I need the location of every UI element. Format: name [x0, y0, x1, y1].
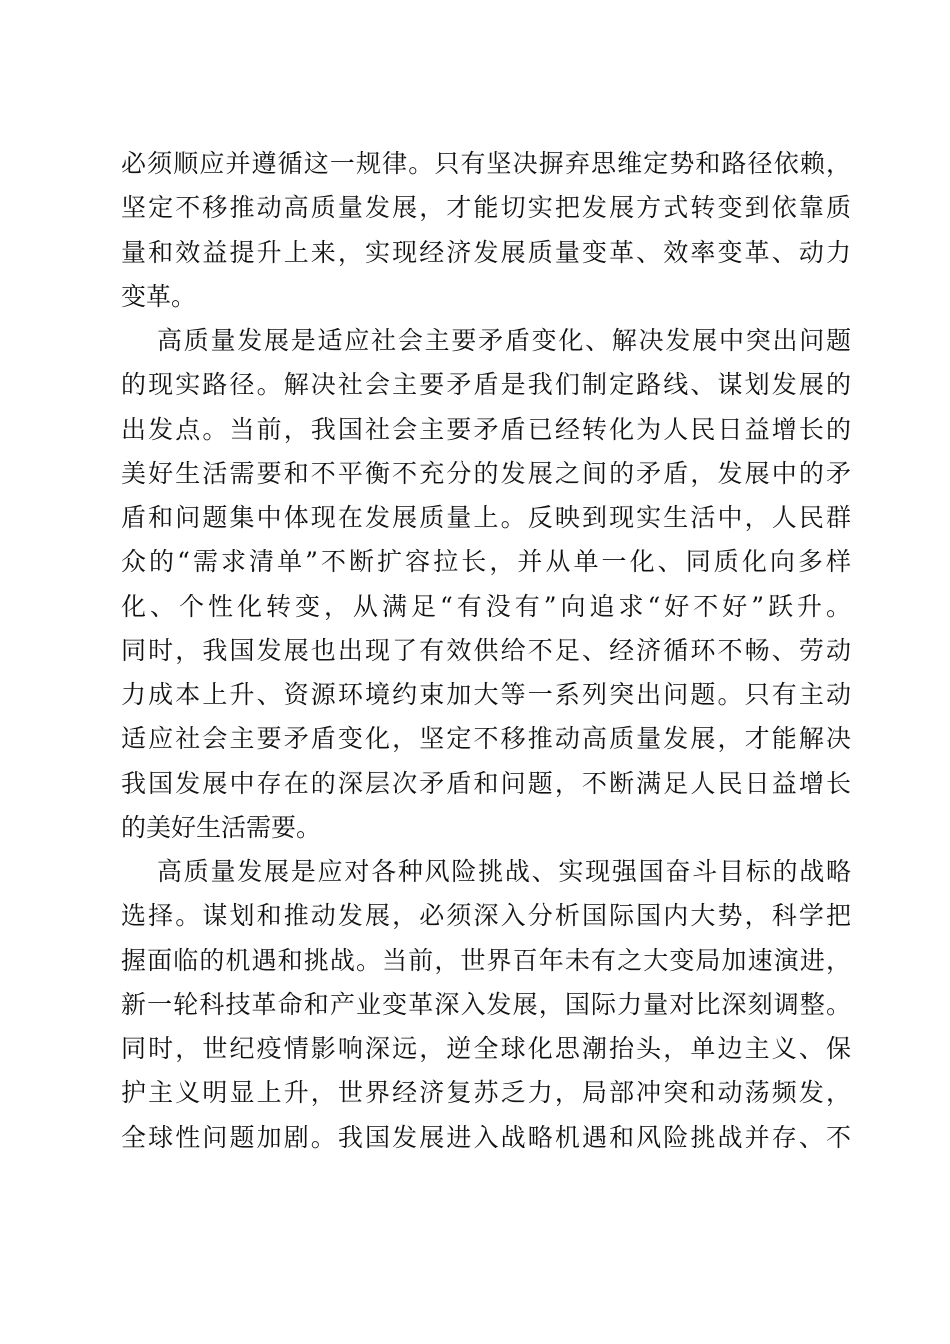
text-line: 量和效益提升上来，实现经济发展质量变革、效率变革、动力 [121, 237, 851, 267]
text-line: 握面临的机遇和挑战。当前，世界百年未有之大变局加速演进， [121, 945, 851, 975]
text-line: 新一轮科技革命和产业变革深入发展，国际力量对比深刻调整。 [121, 989, 851, 1019]
text-line: 高质量发展是适应社会主要矛盾变化、解决发展中突出问题 [157, 326, 851, 355]
text-line: 高质量发展是应对各种风险挑战、实现强国奋斗目标的战略 [157, 857, 851, 886]
paragraph [121, 142, 851, 319]
text-line: 变革。 [121, 281, 197, 311]
text-line: 众的“需求清单”不断扩容拉长，并从单一化、同质化向多样 [121, 547, 851, 577]
text-line: 同时，世纪疫情影响深远，逆全球化思潮抬头，单边主义、保 [121, 1034, 851, 1063]
text-line: 化、个性化转变，从满足“有没有”向追求“好不好”跃升。 [121, 591, 851, 621]
text-line: 选择。谋划和推动发展，必须深入分析国际国内大势，科学把 [121, 901, 851, 931]
text-line: 美好生活需要和不平衡不充分的发展之间的矛盾，发展中的矛 [121, 458, 851, 488]
text-line: 力成本上升、资源环境约束加大等一系列突出问题。只有主动 [121, 680, 851, 709]
text-line: 我国发展中存在的深层次矛盾和问题，不断满足人民日益增长 [121, 768, 851, 798]
text-line: 同时，我国发展也出现了有效供给不足、经济循环不畅、劳动 [121, 635, 851, 665]
text-line: 盾和问题集中体现在发展质量上。反映到现实生活中，人民群 [121, 503, 851, 532]
text-line: 出发点。当前，我国社会主要矛盾已经转化为人民日益增长的 [121, 414, 851, 444]
paragraph [121, 319, 851, 850]
text-line: 坚定不移推动高质量发展，才能切实把发展方式转变到依靠质 [121, 193, 851, 223]
text-line: 全球性问题加剧。我国发展进入战略机遇和风险挑战并存、不 [121, 1122, 851, 1152]
body-text [121, 142, 851, 1160]
text-line: 的现实路径。解决社会主要矛盾是我们制定路线、谋划发展的 [121, 370, 851, 400]
text-line: 适应社会主要矛盾变化，坚定不移推动高质量发展，才能解决 [121, 724, 851, 754]
text-line: 必须顺应并遵循这一规律。只有坚决摒弃思维定势和路径依赖， [121, 149, 851, 178]
paragraph [121, 850, 851, 1160]
text-line: 护主义明显上升，世界经济复苏乏力，局部冲突和动荡频发， [121, 1078, 851, 1108]
text-line: 的美好生活需要。 [121, 812, 322, 842]
